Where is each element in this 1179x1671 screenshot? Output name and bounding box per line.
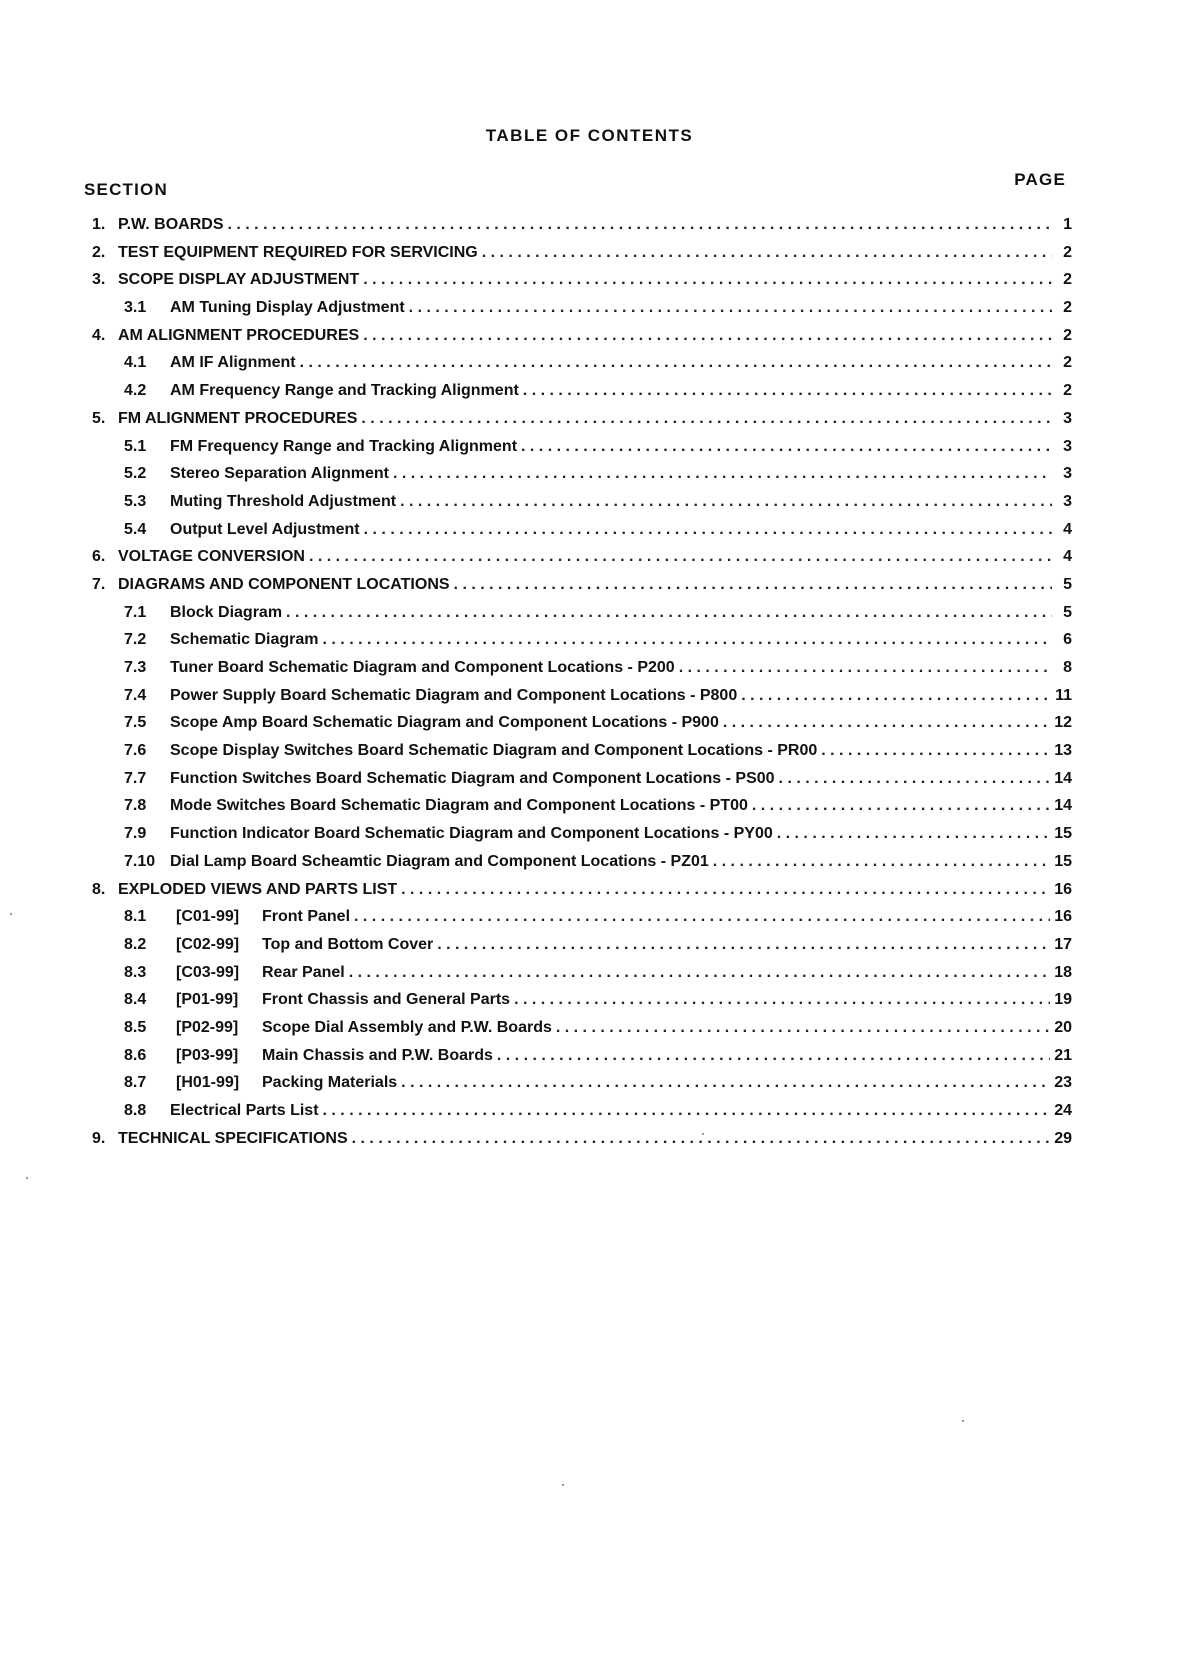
toc-entry-page: 18 <box>1054 963 1072 981</box>
toc-entry-number: 6. <box>92 548 106 566</box>
toc-entry-number: 7.2 <box>124 631 147 649</box>
toc-entry-page: 5 <box>1063 603 1072 621</box>
toc-entry-label: Scope Dial Assembly and P.W. Boards <box>262 1018 552 1036</box>
toc-entry[interactable] <box>92 1047 1072 1075</box>
toc-entry[interactable] <box>92 770 1072 798</box>
toc-entry-number: 7.7 <box>124 769 147 787</box>
toc-entry-code: [C02-99] <box>176 935 240 953</box>
dot-leader <box>821 742 1050 760</box>
toc-entry[interactable] <box>92 742 1072 770</box>
toc-entry-page: 23 <box>1054 1074 1072 1092</box>
toc-entry[interactable] <box>92 825 1072 853</box>
toc-entry-page: 2 <box>1063 326 1072 344</box>
scan-speck <box>562 1484 564 1486</box>
dot-leader <box>679 659 1052 677</box>
toc-entry-page: 2 <box>1063 271 1072 289</box>
toc-entry[interactable] <box>92 548 1072 576</box>
toc-entry-number: 5.2 <box>124 465 147 483</box>
dot-leader <box>361 410 1052 428</box>
dot-leader <box>400 493 1052 511</box>
toc-entry-page: 21 <box>1054 1046 1072 1064</box>
toc-entry-label: Function Indicator Board Schematic Diagram and Component Locations - PY00 <box>170 825 773 843</box>
scan-speck <box>702 1133 704 1135</box>
toc-entry-page: 16 <box>1054 908 1072 926</box>
dot-leader <box>286 604 1052 622</box>
toc-entry[interactable] <box>92 1074 1072 1102</box>
toc-entry-page: 24 <box>1054 1102 1072 1119</box>
toc-entry-number: 7.3 <box>124 659 147 676</box>
dot-leader <box>401 881 1050 899</box>
dot-leader <box>401 1074 1050 1092</box>
dot-leader <box>309 548 1052 566</box>
dot-leader <box>364 521 1052 539</box>
toc-entry-label: TECHNICAL SPECIFICATIONS <box>118 1129 348 1147</box>
page-title: TABLE OF CONTENTS <box>485 126 694 145</box>
toc-entry-label: AM IF Alignment <box>170 354 296 372</box>
toc-entry-number: 7.5 <box>124 714 147 732</box>
toc-entry-label: Power Supply Board Schematic Diagram and Component Locations - P800 <box>170 686 738 704</box>
dot-leader <box>514 991 1050 1009</box>
toc-entry-page: 3 <box>1063 409 1072 427</box>
scan-speck <box>962 1420 964 1422</box>
toc-entry[interactable] <box>92 936 1072 964</box>
toc-entry[interactable] <box>92 1019 1072 1047</box>
toc-entry-page: 14 <box>1054 797 1072 815</box>
toc-entry-label: Function Switches Board Schematic Diagram and Component Locations - PS00 <box>170 769 775 787</box>
toc-entry-number: 5.3 <box>124 492 147 510</box>
toc-entry-label: Mode Switches Board Schematic Diagram and Component Locations - PT00 <box>170 797 748 815</box>
toc-entry-label: Output Level Adjustment <box>170 520 360 538</box>
toc-entry-page: 15 <box>1054 852 1072 870</box>
toc-entry[interactable] <box>92 631 1072 659</box>
dot-leader <box>363 271 1052 289</box>
toc-entry-code: [P03-99] <box>176 1046 239 1064</box>
toc-entry-code: [C01-99] <box>176 908 240 926</box>
toc-entry-number: 8.1 <box>124 908 147 926</box>
toc-entry[interactable] <box>92 271 1072 299</box>
dot-leader <box>523 382 1052 400</box>
toc-entry-page: 2 <box>1063 354 1072 372</box>
dot-leader <box>393 465 1052 483</box>
toc-entry-number: 7. <box>92 575 106 593</box>
toc-entry[interactable] <box>92 216 1072 244</box>
toc-entry[interactable] <box>92 687 1072 715</box>
toc-entry-page: 4 <box>1063 548 1072 566</box>
dot-leader <box>363 327 1052 345</box>
toc-entry[interactable] <box>92 521 1072 549</box>
dot-leader <box>482 244 1052 262</box>
toc-entry[interactable] <box>92 354 1072 382</box>
table-of-contents <box>92 216 1072 1157</box>
toc-entry-number: 4. <box>92 326 106 344</box>
toc-entry-page: 3 <box>1063 492 1072 510</box>
toc-entry-code: [C03-99] <box>176 963 240 981</box>
toc-entry-number: 4.1 <box>124 354 147 372</box>
toc-entry-label: DIAGRAMS AND COMPONENT LOCATIONS <box>118 575 450 593</box>
toc-entry[interactable] <box>92 797 1072 825</box>
dot-leader <box>521 438 1052 456</box>
toc-entry-code: [H01-99] <box>176 1074 240 1092</box>
dot-leader <box>777 825 1050 843</box>
toc-entry-label: Front Panel <box>262 908 351 926</box>
dot-leader <box>409 299 1052 317</box>
toc-entry[interactable] <box>92 714 1072 742</box>
toc-entry-label: Front Chassis and General Parts <box>262 991 511 1009</box>
toc-entry-page: 15 <box>1054 825 1072 843</box>
dot-leader <box>741 687 1051 705</box>
scan-speck <box>10 913 12 915</box>
dot-leader <box>349 964 1050 982</box>
toc-entry[interactable] <box>92 991 1072 1019</box>
dot-leader <box>454 576 1052 594</box>
toc-entry-label: VOLTAGE CONVERSION <box>118 548 305 566</box>
toc-entry-page: 13 <box>1054 742 1072 760</box>
dot-leader <box>354 908 1050 926</box>
toc-entry-code: [P02-99] <box>176 1018 239 1036</box>
toc-entry-label: AM Tuning Display Adjustment <box>170 299 405 317</box>
toc-entry-label: FM ALIGNMENT PROCEDURES <box>118 409 358 427</box>
dot-leader <box>323 631 1052 649</box>
toc-entry-number: 8.6 <box>124 1046 147 1064</box>
toc-entry[interactable] <box>92 382 1072 410</box>
toc-entry[interactable] <box>92 410 1072 438</box>
dot-leader <box>352 1130 1051 1148</box>
toc-entry-number: 8. <box>92 880 106 898</box>
toc-entry-number: 5.1 <box>124 437 147 455</box>
toc-entry-number: 7.8 <box>124 797 147 815</box>
toc-entry[interactable] <box>92 465 1072 493</box>
toc-entry-label: AM Frequency Range and Tracking Alignment <box>170 382 519 400</box>
dot-leader <box>437 936 1050 954</box>
toc-entry-number: 8.5 <box>124 1018 147 1036</box>
toc-entry-number: 1. <box>92 216 106 233</box>
toc-entry-page: 3 <box>1063 465 1072 483</box>
dot-leader <box>228 216 1053 234</box>
toc-entry-page: 6 <box>1063 631 1072 649</box>
toc-entry[interactable] <box>92 853 1072 881</box>
toc-entry-page: 29 <box>1054 1129 1072 1147</box>
toc-entry[interactable] <box>92 576 1072 604</box>
toc-entry-page: 12 <box>1054 714 1072 732</box>
toc-entry-page: 14 <box>1054 769 1072 787</box>
toc-entry[interactable] <box>92 327 1072 355</box>
page-column-header: PAGE <box>1014 170 1066 189</box>
toc-entry-label: Muting Threshold Adjustment <box>170 492 397 510</box>
toc-entry[interactable] <box>92 244 1072 272</box>
dot-leader <box>779 770 1051 788</box>
toc-entry-label: P.W. BOARDS <box>118 216 224 233</box>
toc-entry-page: 11 <box>1055 686 1072 704</box>
toc-entry-label: Stereo Separation Alignment <box>170 465 389 483</box>
toc-entry-number: 8.7 <box>124 1074 147 1092</box>
toc-entry-page: 5 <box>1063 575 1072 593</box>
dot-leader <box>723 714 1050 732</box>
toc-entry[interactable] <box>92 659 1072 687</box>
toc-entry-page: 8 <box>1063 659 1072 676</box>
toc-entry[interactable] <box>92 604 1072 632</box>
toc-entry-label: Block Diagram <box>170 603 283 621</box>
toc-entry-page: 4 <box>1063 520 1072 538</box>
toc-entry-number: 2. <box>92 243 106 261</box>
toc-entry[interactable] <box>92 881 1072 909</box>
toc-entry-number: 3. <box>92 271 106 289</box>
dot-leader <box>556 1019 1050 1037</box>
section-column-header: SECTION <box>84 180 168 199</box>
toc-entry-page: 17 <box>1054 935 1072 953</box>
toc-entry-label: FM Frequency Range and Tracking Alignment <box>170 437 518 455</box>
toc-entry-page: 2 <box>1063 299 1072 317</box>
toc-entry-label: Top and Bottom Cover <box>262 935 434 953</box>
toc-entry-code: [P01-99] <box>176 991 239 1009</box>
toc-entry-label: Tuner Board Schematic Diagram and Component Locations - P200 <box>170 659 675 676</box>
toc-entry[interactable] <box>92 1130 1072 1158</box>
toc-entry-number: 8.2 <box>124 935 147 953</box>
toc-entry-number: 7.4 <box>124 686 147 704</box>
toc-entry-label: Schematic Diagram <box>170 631 319 649</box>
dot-leader <box>497 1047 1050 1065</box>
toc-entry-number: 3.1 <box>124 299 147 317</box>
toc-entry-page: 19 <box>1054 991 1072 1009</box>
dot-leader <box>323 1102 1051 1120</box>
toc-entry-number: 7.6 <box>124 742 147 760</box>
toc-entry[interactable] <box>92 438 1072 466</box>
dot-leader <box>300 354 1052 372</box>
toc-entry[interactable] <box>92 1102 1072 1130</box>
toc-entry-page: 3 <box>1063 437 1072 455</box>
toc-entry-number: 9. <box>92 1129 106 1147</box>
toc-entry-label: EXPLODED VIEWS AND PARTS LIST <box>118 880 398 898</box>
dot-leader <box>713 853 1050 871</box>
dot-leader <box>752 797 1050 815</box>
scan-speck <box>26 1177 28 1179</box>
toc-entry[interactable] <box>92 964 1072 992</box>
toc-entry-label: AM ALIGNMENT PROCEDURES <box>118 326 360 344</box>
toc-entry-page: 2 <box>1063 243 1072 261</box>
toc-entry[interactable] <box>92 493 1072 521</box>
toc-entry-number: 5.4 <box>124 520 147 538</box>
toc-entry-number: 7.9 <box>124 825 147 843</box>
toc-entry-number: 8.4 <box>124 991 147 1009</box>
toc-entry-label: Scope Display Switches Board Schematic Diagram and Component Locations - PR00 <box>170 742 818 760</box>
toc-entry-number: 7.1 <box>124 603 147 621</box>
toc-entry-label: Rear Panel <box>262 963 345 981</box>
toc-entry-number: 4.2 <box>124 382 147 400</box>
toc-entry[interactable] <box>92 299 1072 327</box>
toc-entry-page: 2 <box>1063 382 1072 400</box>
toc-entry-page: 20 <box>1054 1018 1072 1036</box>
toc-entry-page: 16 <box>1054 880 1072 898</box>
toc-entry[interactable] <box>92 908 1072 936</box>
toc-entry-number: 8.3 <box>124 963 147 981</box>
toc-entry-label: Electrical Parts List <box>170 1102 319 1119</box>
toc-entry-label: SCOPE DISPLAY ADJUSTMENT <box>118 271 360 289</box>
toc-entry-number: 8.8 <box>124 1102 147 1119</box>
toc-entry-label: Main Chassis and P.W. Boards <box>262 1046 493 1064</box>
toc-entry-number: 7.10 <box>124 852 156 870</box>
toc-entry-label: TEST EQUIPMENT REQUIRED FOR SERVICING <box>118 243 478 261</box>
toc-entry-page: 1 <box>1063 216 1072 233</box>
toc-entry-label: Scope Amp Board Schematic Diagram and Component Locations - P900 <box>170 714 719 732</box>
toc-entry-label: Dial Lamp Board Scheamtic Diagram and Component Locations - PZ01 <box>170 852 709 870</box>
toc-entry-number: 5. <box>92 409 106 427</box>
toc-entry-label: Packing Materials <box>262 1074 398 1092</box>
